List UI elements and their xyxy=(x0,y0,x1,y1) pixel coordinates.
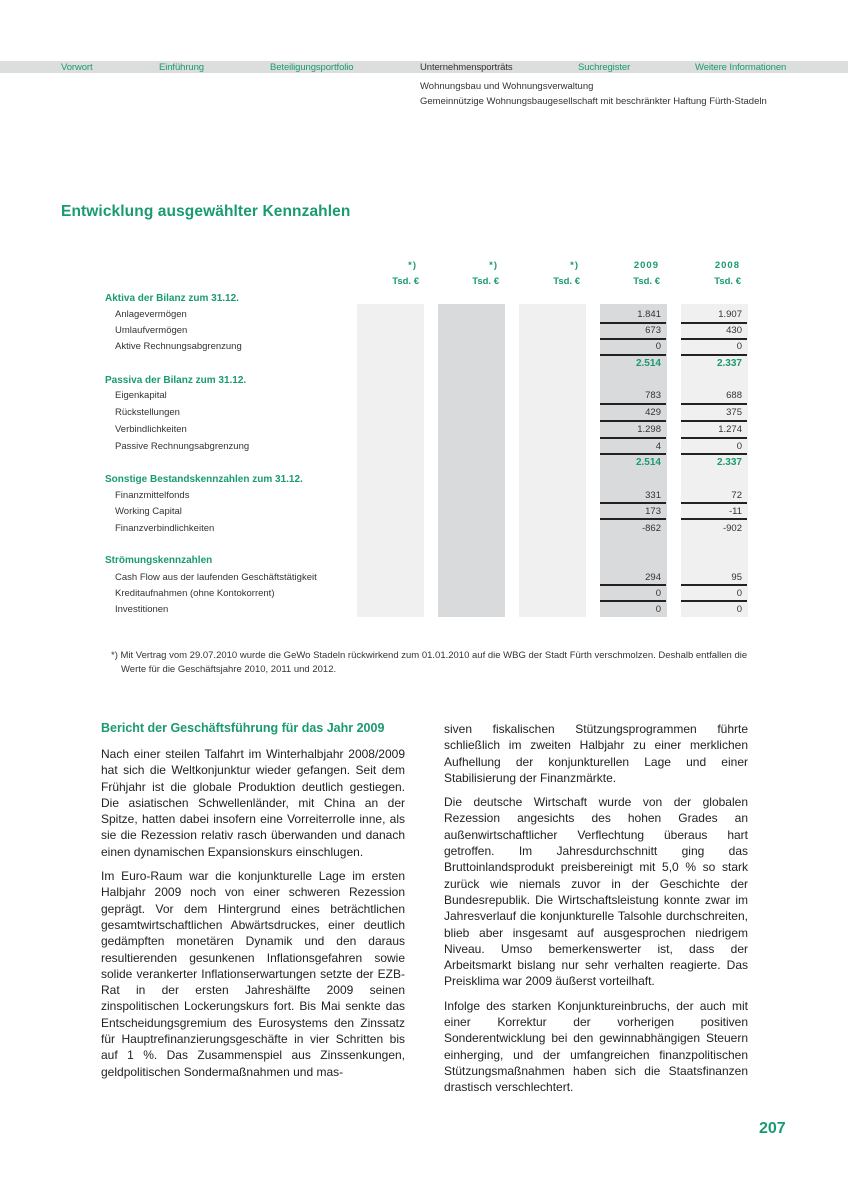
paragraph: Nach einer steilen Talfahrt im Winterhalbjahr 2008/2009 hat sich die Weltkonjunktur wieder gefangen. Seit dem Frühjahr ist die globale Produktion deutlich gestiegen. Die asiatischen Schwellenländer, mit China an der Spitze, hatten dabei insofern eine Vorreiterrolle inne, als sie die Rezession relativ rasch überwanden und danach einen dynamischen Expansionskurs einschlugen. xyxy=(101,747,405,859)
row-divider xyxy=(600,453,666,455)
cell-2008: 72 xyxy=(731,490,742,501)
cell-2008: -902 xyxy=(722,523,742,534)
row-divider xyxy=(681,518,747,520)
nav-weitere-informationen[interactable]: Weitere Informationen xyxy=(695,62,787,73)
column-unit-2008: Tsd. € xyxy=(714,276,741,287)
paragraph: siven fiskalischen Stützungsprogrammen führte schließlich im zweiten Halbjahr zu einer merklichen Aufhellung der konjunkturellen Lage und einer Stabilisierung der Finanzmärkte. xyxy=(444,722,748,785)
row-label: Aktive Rechnungsabgrenzung xyxy=(115,341,242,352)
row-label: Anlagevermögen xyxy=(115,309,187,320)
cell-2009: 0 xyxy=(655,604,661,615)
footnote-line-2: Werte für die Geschäftsjahre 2010, 2011 und 2012. xyxy=(121,663,337,675)
row-divider xyxy=(600,354,666,356)
cell-2008: 0 xyxy=(736,588,742,599)
cell-2008: 0 xyxy=(736,604,742,615)
table-footnote xyxy=(111,649,761,676)
nav-beteiligungsportfolio[interactable]: Beteiligungsportfolio xyxy=(270,62,354,73)
row-divider xyxy=(681,584,747,586)
cell-2009: 783 xyxy=(645,390,661,401)
group-label-stroemung: Strömungskennzahlen xyxy=(105,555,213,566)
cell-2009: 173 xyxy=(645,506,661,517)
row-label: Kreditaufnahmen (ohne Kontokorrent) xyxy=(115,588,275,599)
page-number: 207 xyxy=(759,1120,786,1137)
cell-2009: 331 xyxy=(645,490,661,501)
row-divider xyxy=(600,584,666,586)
report-left-column xyxy=(101,746,405,1088)
column-background-3 xyxy=(519,304,586,617)
row-divider xyxy=(600,420,666,422)
cell-2008: 1.274 xyxy=(718,424,742,435)
row-divider xyxy=(681,338,747,340)
cell-2009: 0 xyxy=(655,341,661,352)
section-subtitle: Wohnungsbau und Wohnungsverwaltung xyxy=(420,81,594,92)
row-label: Working Capital xyxy=(115,506,182,517)
cell-2009: 4 xyxy=(655,441,661,452)
cell-2009: 294 xyxy=(645,572,661,583)
column-unit-1: Tsd. € xyxy=(392,276,419,287)
total-2008: 2.337 xyxy=(716,457,742,468)
cell-2008: 375 xyxy=(726,407,742,418)
row-label: Cash Flow aus der laufenden Geschäftstätigkeit xyxy=(115,572,317,583)
row-label: Umlaufvermögen xyxy=(115,325,188,336)
row-divider xyxy=(600,502,666,504)
total-2009: 2.514 xyxy=(635,358,661,369)
row-label: Investitionen xyxy=(115,604,169,615)
row-divider xyxy=(600,403,666,405)
column-header-3: *) xyxy=(570,260,579,271)
column-header-2008: 2008 xyxy=(714,260,740,271)
cell-2009: 1.841 xyxy=(637,309,661,320)
cell-2008: 1.907 xyxy=(718,309,742,320)
column-unit-2: Tsd. € xyxy=(472,276,499,287)
row-divider xyxy=(600,322,666,324)
row-label: Verbindlichkeiten xyxy=(115,424,187,435)
company-name: Gemeinnützige Wohnungsbaugesellschaft mit beschränkter Haftung Fürth-Stadeln xyxy=(420,96,767,107)
cell-2008: 0 xyxy=(736,441,742,452)
cell-2008: 688 xyxy=(726,390,742,401)
nav-suchregister[interactable]: Suchregister xyxy=(578,62,631,73)
total-2009: 2.514 xyxy=(635,457,661,468)
column-background-1 xyxy=(357,304,424,617)
total-2008: 2.337 xyxy=(716,358,742,369)
cell-2009: 1.298 xyxy=(637,424,661,435)
cell-2009: 0 xyxy=(655,588,661,599)
row-divider xyxy=(600,437,666,439)
column-unit-3: Tsd. € xyxy=(553,276,580,287)
paragraph: Die deutsche Wirtschaft wurde von der globalen Rezession angesichts des hohen Grades an außenwirtschaftlicher Verflechtung überaus hart getroffen. Im Jahresdurchschnitt ging das Bruttoinlandsprodukt preisbereinigt mit 5,0 % so stark zurück wie niemals zuvor in der Geschichte der Bundesrepublik. Die Wirtschaftsleistung konnte zwar im Jahresverlauf die konjunkturelle Talsohle durchschreiten, blieb aber insgesamt auf ausgesprochen niedrigem Niveau. Umso bemerkenswerter ist, dass der Arbeitsmarkt bislang nur sehr verhalten reagierte. Das Preisklima war 2009 äußerst vorteilhaft. xyxy=(444,795,748,989)
report-right-column xyxy=(444,721,748,1104)
cell-2009: 429 xyxy=(645,407,661,418)
paragraph: Infolge des starken Konjunktureinbruchs, der auch mit einer Korrektur der vorherigen positiven Sonderentwicklung bei den gewinnabhängigen Steuern einherging, und der umfangreichen finanzpolitischen Stützungsmaßnahmen haben sich die Staatsfinanzen drastisch verschlechtert. xyxy=(444,998,748,1095)
nav-vorwort[interactable]: Vorwort xyxy=(61,62,93,73)
column-header-2009: 2009 xyxy=(633,260,659,271)
row-divider xyxy=(681,322,747,324)
column-header-1: *) xyxy=(408,260,417,271)
paragraph: Im Euro-Raum war die konjunkturelle Lage im ersten Halbjahr 2009 noch von einer schweren Rezession geprägt. Vor dem Hintergrund eines beträchtlichen gesamtwirtschaftlichen Abwärtsdruckes, einer deutlich gedämpften monetären Dynamik und den daraus resultierenden gesunkenen Inflationsgefahren sowie solide verankerter Inflationserwartungen setzte der EZB-Rat in der ersten Jahreshälfte 2009 seinen zinspolitischen Lockerungskurs fort. Bis Mai senkte das Entscheidungsgremium des Eurosystems den Zinssatz für Hauptrefinanzierungsgeschäfte in vier Schritten bis auf 1 %. Das Zusammenspiel aus Zinssenkungen, geldpolitischen Sondermaßnahmen und mas- xyxy=(101,869,405,1079)
nav-einfuehrung[interactable]: Einführung xyxy=(159,62,204,73)
row-divider xyxy=(681,453,747,455)
row-label: Finanzmittelfonds xyxy=(115,490,190,501)
row-label: Passive Rechnungsabgrenzung xyxy=(115,441,250,452)
row-divider xyxy=(600,600,666,602)
row-divider xyxy=(681,437,747,439)
row-label: Eigenkapital xyxy=(115,390,167,401)
page-title: Entwicklung ausgewählter Kennzahlen xyxy=(61,203,351,220)
row-divider xyxy=(681,354,747,356)
cell-2008: 95 xyxy=(731,572,742,583)
cell-2008: 0 xyxy=(736,341,742,352)
cell-2008: -11 xyxy=(728,506,742,517)
group-label-sonstige: Sonstige Bestandskennzahlen zum 31.12. xyxy=(105,474,303,485)
row-label: Rückstellungen xyxy=(115,407,180,418)
report-heading: Bericht der Geschäftsführung für das Jahr 2009 xyxy=(101,721,385,735)
row-divider xyxy=(681,403,747,405)
cell-2008: 430 xyxy=(726,325,742,336)
nav-unternehmensportraets[interactable]: Unternehmensporträts xyxy=(420,62,513,73)
row-divider xyxy=(600,338,666,340)
row-divider xyxy=(600,518,666,520)
row-label: Finanzverbindlichkeiten xyxy=(115,523,215,534)
column-background-2 xyxy=(438,304,505,617)
row-divider xyxy=(681,600,747,602)
column-header-2: *) xyxy=(489,260,498,271)
group-label-passiva: Passiva der Bilanz zum 31.12. xyxy=(105,375,247,386)
row-divider xyxy=(681,420,747,422)
group-label-aktiva: Aktiva der Bilanz zum 31.12. xyxy=(105,293,239,304)
cell-2009: -862 xyxy=(641,523,661,534)
row-divider xyxy=(681,502,747,504)
footnote-line-1: *) Mit Vertrag vom 29.07.2010 wurde die GeWo Stadeln rückwirkend zum 01.01.2010 auf die WBG der Stadt Fürth verschmolzen. Deshalb entfallen die xyxy=(111,650,748,661)
column-unit-2009: Tsd. € xyxy=(633,276,660,287)
cell-2009: 673 xyxy=(645,325,661,336)
